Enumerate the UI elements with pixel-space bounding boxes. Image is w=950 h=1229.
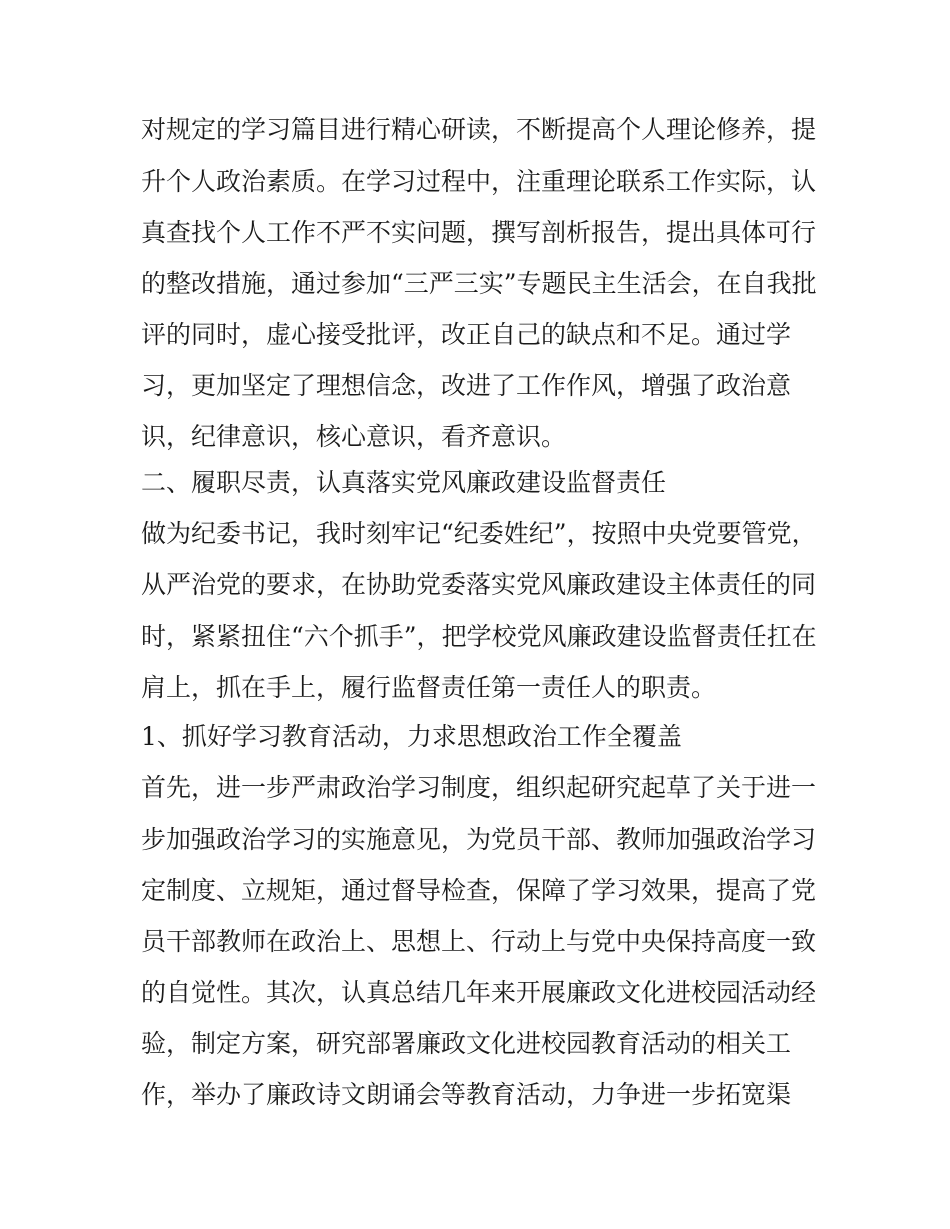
paragraph-line: 评的同时，虚心接受批评，改正自己的缺点和不足。通过学 bbox=[141, 320, 792, 349]
paragraph-line: 作，举办了廉政诗文朗诵会等教育活动，力争进一步拓宽渠 bbox=[141, 1080, 792, 1109]
paragraph-line: 步加强政治学习的实施意见，为党员干部、教师加强政治学习 bbox=[141, 825, 817, 854]
paragraph-line: 习，更加坚定了理想信念，改进了工作作风，增强了政治意 bbox=[141, 371, 792, 400]
paragraph-line: 时，紧紧扭住“六个抓手”，把学校党风廉政建设监督责任扛在 bbox=[141, 622, 817, 651]
paragraph-line: 首先，进一步严肃政治学习制度，组织起研究起草了关于进一 bbox=[141, 773, 817, 802]
paragraph-line: 定制度、立规矩，通过督导检查，保障了学习效果，提高了党 bbox=[141, 876, 817, 905]
paragraph-line: 识，纪律意识，核心意识，看齐意识。 bbox=[141, 422, 567, 451]
paragraph-line: 肩上，抓在手上，履行监督责任第一责任人的职责。 bbox=[141, 673, 717, 702]
paragraph-line: 验，制定方案，研究部署廉政文化进校园教育活动的相关工 bbox=[141, 1029, 792, 1058]
subsection-heading: 1、抓好学习教育活动，力求思想政治工作全覆盖 bbox=[141, 722, 682, 751]
paragraph-line: 真查找个人工作不严不实问题，撰写剖析报告，提出具体可行 bbox=[141, 218, 817, 247]
paragraph-line: 的整改措施，通过参加“三严三实”专题民主生活会，在自我批 bbox=[141, 269, 817, 298]
paragraph-line: 对规定的学习篇目进行精心研读，不断提高个人理论修养，提 bbox=[141, 115, 817, 144]
paragraph-line: 的自觉性。其次，认真总结几年来开展廉政文化进校园活动经 bbox=[141, 978, 817, 1007]
paragraph-line: 做为纪委书记，我时刻牢记“纪委姓纪”，按照中央党要管党， bbox=[141, 519, 817, 548]
paragraph-line: 从严治党的要求，在协助党委落实党风廉政建设主体责任的同 bbox=[141, 570, 817, 599]
paragraph-line: 升个人政治素质。在学习过程中，注重理论联系工作实际，认 bbox=[141, 167, 817, 196]
paragraph-line: 员干部教师在政治上、思想上、行动上与党中央保持高度一致 bbox=[141, 927, 817, 956]
section-heading: 二、履职尽责，认真落实党风廉政建设监督责任 bbox=[141, 468, 667, 497]
